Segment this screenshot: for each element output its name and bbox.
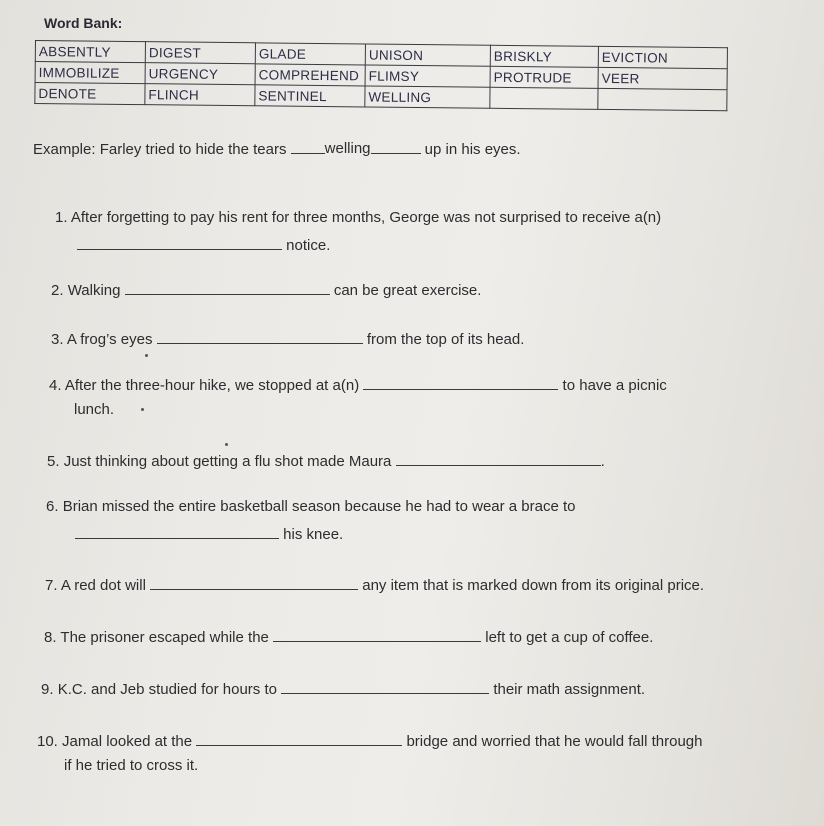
question-number: 1. bbox=[55, 209, 68, 226]
answer-blank-4[interactable] bbox=[363, 375, 558, 390]
word-bank-cell: FLINCH bbox=[145, 84, 255, 106]
question-number: 6. bbox=[46, 498, 59, 515]
question-6 bbox=[46, 498, 576, 515]
question-8 bbox=[44, 627, 653, 646]
answer-blank-7[interactable] bbox=[150, 575, 358, 590]
question-number: 10. bbox=[37, 733, 58, 750]
question-6-continued bbox=[75, 524, 343, 543]
word-bank-cell: VEER bbox=[598, 67, 727, 89]
question-text-after: bridge and worried that he would fall through bbox=[406, 733, 703, 750]
question-number: 4. bbox=[49, 377, 62, 394]
question-text: After the three-hour hike, we stopped at a(n) bbox=[64, 377, 360, 394]
question-3 bbox=[51, 329, 524, 348]
word-bank-cell: BRISKLY bbox=[490, 45, 598, 67]
question-9 bbox=[41, 679, 645, 698]
question-7 bbox=[45, 575, 704, 594]
answer-blank-6[interactable] bbox=[75, 524, 279, 539]
word-bank-cell: FLIMSY bbox=[365, 65, 490, 87]
question-number: 7. bbox=[45, 577, 58, 594]
answer-blank-2[interactable] bbox=[125, 280, 330, 295]
question-text-after: can be great exercise. bbox=[333, 282, 482, 299]
word-bank-table bbox=[34, 40, 728, 111]
question-text: Just thinking about getting a flu shot made Maura bbox=[63, 453, 392, 470]
question-2 bbox=[51, 280, 481, 299]
answer-blank-3[interactable] bbox=[157, 329, 363, 344]
example-blank-left bbox=[291, 139, 325, 154]
answer-blank-9[interactable] bbox=[281, 679, 489, 694]
answer-blank-10[interactable] bbox=[196, 731, 402, 746]
question-1 bbox=[55, 209, 661, 226]
question-1-continued bbox=[77, 235, 330, 254]
question-text: After forgetting to pay his rent for three months, George was not surprised to receive a(n) bbox=[70, 209, 662, 226]
word-bank-cell: IMMOBILIZE bbox=[35, 62, 145, 84]
question-text: Walking bbox=[67, 282, 121, 299]
example-blank-right bbox=[371, 139, 421, 154]
pencil-speck bbox=[225, 443, 228, 446]
question-text: A frog’s eyes bbox=[66, 331, 153, 348]
answer-blank-1[interactable] bbox=[77, 235, 282, 250]
question-10-continued: if he tried to cross it. bbox=[64, 757, 199, 774]
answer-blank-8[interactable] bbox=[273, 627, 481, 642]
question-number: 9. bbox=[41, 681, 54, 698]
question-text: Jamal looked at the bbox=[62, 733, 193, 750]
question-text-after: . bbox=[600, 453, 605, 470]
word-bank-cell bbox=[490, 87, 598, 109]
word-bank-cell: URGENCY bbox=[145, 63, 255, 85]
question-text: Brian missed the entire basketball season because he had to wear a brace to bbox=[62, 498, 576, 515]
word-bank-cell: DIGEST bbox=[145, 42, 255, 64]
example-suffix: up in his eyes. bbox=[424, 141, 521, 158]
word-bank-cell: UNISON bbox=[365, 44, 490, 66]
question-5 bbox=[47, 451, 605, 470]
question-number: 3. bbox=[51, 331, 64, 348]
answer-blank-5[interactable] bbox=[396, 451, 601, 466]
question-number: 5. bbox=[47, 453, 60, 470]
word-bank-title: Word Bank: bbox=[44, 15, 123, 31]
word-bank-cell: COMPREHEND bbox=[255, 64, 365, 86]
question-10 bbox=[37, 731, 702, 750]
question-text: A red dot will bbox=[60, 577, 146, 594]
example-sentence bbox=[33, 139, 521, 158]
question-number: 8. bbox=[44, 629, 57, 646]
question-text-after: notice. bbox=[286, 237, 331, 254]
pencil-speck bbox=[145, 354, 148, 357]
question-text: K.C. and Jeb studied for hours to bbox=[57, 681, 277, 698]
example-prefix: Example: Farley tried to hide the tears bbox=[33, 141, 287, 158]
question-text-after: their math assignment. bbox=[493, 681, 646, 698]
word-bank-cell bbox=[598, 88, 727, 110]
word-bank-cell: DENOTE bbox=[35, 83, 145, 105]
question-text-after: from the top of its head. bbox=[366, 331, 525, 348]
word-bank-cell: SENTINEL bbox=[255, 85, 365, 107]
question-text-after: to have a picnic bbox=[562, 377, 667, 394]
word-bank-cell: PROTRUDE bbox=[490, 66, 598, 88]
question-text-after: left to get a cup of coffee. bbox=[485, 629, 654, 646]
question-text-after: his knee. bbox=[283, 526, 344, 543]
question-text: The prisoner escaped while the bbox=[60, 629, 269, 646]
example-answer: welling bbox=[324, 140, 371, 157]
question-number: 2. bbox=[51, 282, 64, 299]
question-text-after: any item that is marked down from its original price. bbox=[362, 577, 705, 594]
pencil-speck bbox=[141, 408, 144, 411]
word-bank-cell: EVICTION bbox=[598, 46, 727, 68]
question-4 bbox=[49, 375, 667, 394]
word-bank-cell: GLADE bbox=[255, 43, 365, 65]
word-bank-cell: WELLING bbox=[365, 86, 490, 108]
question-4-continued: lunch. bbox=[74, 401, 115, 418]
word-bank-cell: ABSENTLY bbox=[35, 41, 145, 63]
